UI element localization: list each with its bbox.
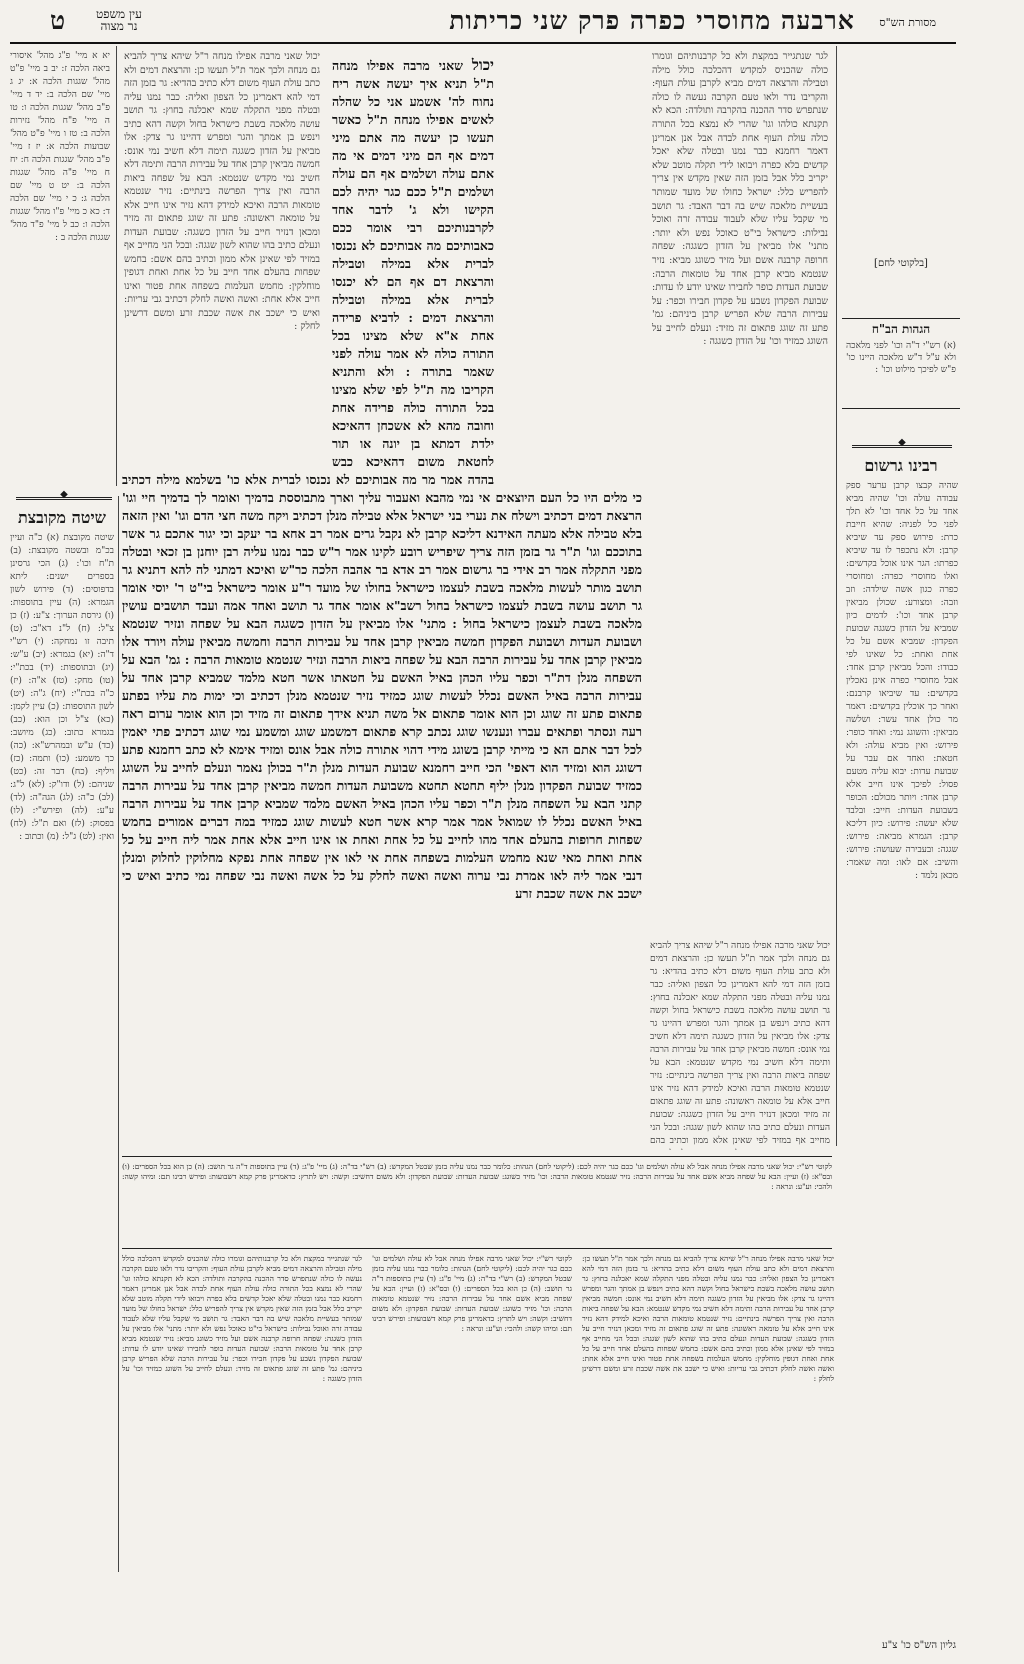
bottom-commentary-left: לגר שנתגייר במקצת ולא כל קרבנותיהם וגומרו כולה שהכניס למקדש דהכלכה כולל מילה וטבילה והרצאה דמים מביא לקרבן עולת העוף: והקריבו נדר ולאו טעם הקרבה נעשה לו כולה שנתפרש סדר ההכנה בהקרבה ותולדה: הכא לא תקנתא כולהו וגו' שהרי לא נמצא בכל התורה כולה עולת העוף אחת לבדה אבל אנן אמרינן דאמר רחמנא כבר נמנו ובטלה שלא יאכל קדשים בלא כפרה ויבואו לידי תקלה מוטב שלא יקריב כלל אבל בזמן הזה שאין מקדש אין צריך להפריש כלל: ישראל כחולו של מועד שמותר בעשיית מלאכה שיש בה דבר האבד: גר תושב מי שקבל עליו שלא לעבוד עבודה זרה ואוכל נבילות: כישראל בי"ט כאוכל נפש ולא יותר: מתני' אלו מביאין על הזדון כשגגה: שפחה חרופה קרבנה אשם ועל מזיד כשוגג מביא: נזיר שנטמא מביא קרבן אחד על טומאות הרבה: שבועת העדות כופר לחבירו שאינו יודע לו עדות: שבועת הפקדון נשבע על פקדון חבירו וכפר: על עבירות הרבה שלא הפריש קרבן ביניהם: גמ' פתע זה שוגג פתאום זה מזיד: ונעלם לחייב על השוגג כמזיד וכו' על הזדון כשגגה : [122, 1254, 362, 1383]
gemara-body: שאני מרבה אפילו מנחה ת"ל תניא איך יעשה אשה ריח נחוח לה' אשמע אני כל שהלה לאשים אפילו מנחה ת"ל כאשר תעשו כן יעשה מה אתם מיני דמים אף הם מיני דמים אי מה אתם עולה ושלמים אף הם עולה ושלמים ת"ל ככם כגר יהיה לכם הקישו ולא ג' לדבר אחד לקרבנותיכם רבי אומר ככם כאבותיכם מה אבותיכם לא נכנסו לברית אלא במילה וטבילה והרצאת דם אף הם לא יכנסו לברית אלא במילה וטבילה והרצאת דמים : לדביא פרידה אחת א"א שלא מצינו בכל התורה כולה לא אמר עולה לפני שאמר בתורה : ולא והתניא הקריבו מה ת"ל לפי שלא מצינו בכל התורה כולה פרידה אחת וחובה מהא לא אשכחן דהאיכא ילדת דמתא בן יונה או תור לחטאת משום דהאיכא כבש בהדה אמר מר מה אבותיכם לא נכנסו לברית אלא כו' בשלמא מילה דכתיב כי מלים היו כל העם היוצאים אי נמי מהבא ואעבור עליך וארך מתבוססת בדמיך ואומר לך בדמיך חיי וגו' הרצאת דמים דכתיב וישלח את נערי בני ישראל אלא טבילה מנלן דכתיב ויקח משה חצי הדם וגו' ואין הזאה בלא טבילה אלא מעתה האידנא דליכא קרבן לא נקבל גרים אמר רב אחא בר יעקב וכי יגור אתכם גר אשר בתוככם וגו' ת"ר גר בזמן הזה צריך שיפריש רובע לקינו אמר ר"ש כבר נמנו עליה רבן יוחנן בן זכאי ובטלה מפני התקלה אמר רב אידי בר גרשום אמר רב אדא בר אהבה הלכה כר"ש ואיכא דמתני לה להא דתניא גר תושב מותר לעשות מלאכה בשבת לעצמו כישראל בחולו של מועד ר"ע אומר כישראל בי"ט ר' יוסי אומר גר תושב עושה בשבת לעצמו כישראל בחול רשב"א אומר אחד גר תושב ואחד אמה ועבד תושבים עושין מלאכה בשבת לעצמן כישראל בחול : מתני' אלו מביאין על הזדון כשגגה הבא על שפחה ונזיר שנטמא ושבועת העדות ושבועת הפקדון חמשה מביאין קרבן אחד על עבירות הרבה וחמשה מביאין עולה ויורד אלו מביאין קרבן אחד על עבירות הרבה הבא על שפחה ביאות הרבה ונזיר שנטמא טומאות הרבה : גמ' הבא על השפחה מנלן דת"ר וכפר עליו הכהן באיל האשם על חטאתו אשר חטא מלמד שמביא קרבן אחד על עבירות הרבה באיל האשם נכלל לעשות שוגג כמזיד נזיר שנטמא מנלן דכתיב וכי ימות מת עליו בפתע פתאום פתע זה שוגג וכן הוא אומר פתאום אל משה תניא אידך פתאום זה מזיד וכן הוא אומר ערום ראה רעה ונסתר ופתאים עברו ונענשו שוגג נכתב קרא פתאום דמשמע שוגג ומשמע נמי שוגג דכתיב פתי יאמין לכל דבר אתם הא כי מייתי קרבן בשוגג מידי דהוי אתורה כולה אבל אונס ומזיד אימא לא כתב רחמנא פתע דשוגג הוא ומזיד הוא דאפי' הכי חייב רחמנא שבועת העדות מנלן ת"ר בכולן נאמר ונעלם לחייב על השוגג כמזיד שבועת הפקדון מנלן יליף תחטא תחטא משבועת העדות חמשה מביאין קרבן אחד על עבירות הרבה קתני הבא על השפחה מנלן ת"ר וכפר עליו הכהן באיל האשם מלמד שמביא קרבן אחד על עבירות הרבה באיל האשם נכלל לו שמואל אמר אמר קרא אשר חטא לעשות שוגג כמזיד במה דברים אמורים בחמש שפחות חרופות בהעלם אחד מהו לחייב על כל אחת ואחת או אינו חייב אלא אחת אמר ליה חייב על כל אחת ואחת מאי שנא מחמש העלמות בשפחה אחת אי לאו אין שפחה אחת נפקא מחלוקין לחלוק ומנלן דנבי אמר ליה לאו אמרת נבי ערוה ואשה ואשה לחלק על כל אשה ואשה נבי שפחה נמי כתיב ואיש כי ישכב את אשה שכבת זרע [122, 58, 642, 901]
rashi-column: לגר שנתגייר במקצת ולא כל קרבנותיהם וגומרו כולה שהכניס למקדש דהכלכה כולל מילה וטבילה והרצאה דמים מביא לקרבן עולת העוף: והקריבו נדר ולאו טעם הקרבה נעשה לו כולה שנתפרש סדר ההכנה בהקרבה ותולדה: הכא לא תקנתא כולהו וגו' שהרי לא נמצא בכל התורה כולה עולת העוף אחת לבדה אבל אנן אמרינן דאמר רחמנא כבר נמנו ובטלה שלא יאכל קדשים בלא כפרה ויבואו לידי תקלה מוטב שלא יקריב כלל אבל בזמן הזה שאין מקדש אין צריך להפריש כלל: ישראל כחולו של מועד שמותר בעשיית מלאכה שיש בה דבר האבד: גר תושב מי שקבל עליו שלא לעבוד עבודה זרה ואוכל נבילות: כישראל בי"ט כאוכל נפש ולא יותר: מתני' אלו מביאין על הזדון כשגגה: שפחה חרופה קרבנה אשם ועל מזיד כשוגג מביא: נזיר שנטמא מביא קרבן אחד על טומאות הרבה: שבועת העדות כופר לחבירו שאינו יודע לו עדות: שבועת הפקדון נשבע על פקדון חבירו וכפר: על עבירות הרבה שלא הפריש קרבן ביניהם: גמ' פתע זה שוגג פתאום זה מזיד: ונעלם לחייב על השוגג כמזיד וכו' על הזדון כשגגה : [652, 51, 828, 348]
hagahot-title: הגהות הב"ח [871, 322, 931, 336]
page-title: ארבעה מחוסרי כפרה פרק שני כריתות [449, 6, 855, 35]
page-letter: ט [50, 6, 66, 35]
masoret-label: מסורת הש"ס [879, 16, 936, 29]
bottom-commentary-middle: לקוטי רש"י: יכול שאני מרבה אפילו מנחה אבל לא עולה ושלמים וגו' ככם כגר יהיה לכם: (ליקוטי לחם) הגהות: כלומר כבר נמנו עליה בזמן שבטל המקדש: (ב) רש"י בד"ה: (ג) מיי' פ"ג: (ד) עיין בתוספות ד"ה גר תושב: (ה) כן הוא בכל הספרים: (ו) ובס"א: (ז) ועיין: הבא על שפחה מביא אשם אחד על עבירות הרבה: נזיר שנטמא טומאות הרבה: וכו' מזיד כשוגג: שבועת העדות: שבועת הפקדון: ולא משום דחשיב: וקשה: ויש לתרץ: כדאמרינן פרק קמא דשבועות: ופירש רבינו תם: ומיהו קשה: ולהכי: וע"ע: ונראה : [372, 1254, 572, 1333]
left-ornament [16, 494, 112, 502]
gemara-opening-word: יכול [471, 56, 494, 74]
left-lower-column: שיטה מקובצת (א) כ"ה ועיין בכ"מ ובשטה מקובצת: (ב) ת"ח וכו': (ג) הכי גרסינן בספרים ישנים: ליתא בדפוסים: (ד) פירוש לשון הגמרא: (ה) עיין בתוספות: (ו) גירסת הערוך: צ"ע: (ז) כן צ"ל: (ח) ל"נ דא"כ: (ט) תיבה זו נמחקה: (י) רש"י ד"ה: (יא) בגמרא: (יב) ע"ש: (יג) ובתוספות: (יד) בכת"י: (טו) מחק: (טז) א"ה: (יז) כ"ה בכת"י: (יח) ג"ה: (יט) לשון התוספות: (כ) עיין לקמן: (כא) צ"ל וכן הוא: (כב) בגמרא כתוב: (כג) מיושב: (כד) ע"ש ובמהרש"א: (כה) כך משמע: (כו) ותמה: (כז) ויליף: (כח) דבר זה: (כט) שניהם: (ל) ודו"ק: (לא) ל"ג: (לב) כ"ה: (לג) הגה"ה: (לד) ע"ע: (לה) ופירש"י: (לו) בפסוק: (לז) ואם ת"ל: (לח) ואין: (לט) ג"ל: (מ) וכתוב : [10, 533, 114, 842]
gemara-text [122, 56, 642, 1146]
ein-mishpat-label: עין משפט נר מצוה [96, 7, 142, 33]
lower-rule [122, 1156, 832, 1157]
right-ornament [852, 442, 952, 450]
lower-rule [122, 1248, 832, 1249]
page-header [10, 6, 956, 36]
column-divider [116, 46, 117, 486]
rabbeinu-gershom-title: רבינו גרשום [864, 456, 938, 475]
hagahot-rule [842, 318, 960, 319]
hagahot-rule [842, 408, 960, 409]
lower-rashi-tail: יכול שאני מרבה אפילו מנחה ר"ל שיהא צריך להביא גם מנחה ולכך אמר ת"ל תעשו כן: והרצאת דמים ולא כתב עולת העוף משום דלא כתיב בהדיא: גר בזמן הזה דמי להא דאמרינן כל הצפון ואליה: כבר נמנו עליה ובטלה מפני התקלה שמא יאכלנה בחוץ: גר תושב עושה מלאכה בשבת כישראל בחול וקשה דהא כתיב וינפש בן אמתך והגר ומפרש דהיינו גר צדק: אלו מביאין על הזדון כשגגה תימה דלא חשיב נמי אונס: חמשה מביאין קרבן אחד על עבירות הרבה ותימה דלא חשיב נמי מקדש שנטמא: הבא על שפחה ביאות הרבה ואין צריך הפרשה בינתיים: נזיר שנטמא טומאות הרבה ואיכא למידק דהא נזיר אינו חייב אלא על טומאה ראשונה: פתע זה שוגג פתאום זה מזיד ומכאן דנזיר חייב על הזדון כשגגה: שבועת העדות ונעלם כתיב בהו שהוא לשון שגגה: ובכל הני מחייב אף במזיד לפי שאינן אלא ממון וכתיב בהם [650, 941, 830, 1146]
gilyon-hashas-note: גליון הש"ס כו' צ"ע [881, 1640, 956, 1651]
ein-mishpat-column: יא א מיי' פ"ג מהל' איסורי ביאה הלכה ז: יב ב מיי' פ"ט מהל' שגגות הלכה א: יג ג מיי' שם הלכה ב: יד ד מיי' פ"ב מהל' שגגות הלכה ו: טו ה מיי' פ"ח מהל' נזירות הלכה ב: טז ו מיי' פ"ט מהל' שבועות הלכה א: יז ז מיי' פ"ב מהל' שגגות הלכה ח: יח ח מיי' פ"ה מהל' שגגות הלכה ב: יט ט מיי' שם הלכה ג: כ י מיי' שם הלכה ד: כא כ מיי' פ"ו מהל' שגגות הלכה ו: כב ל מיי' פ"ד מהל' שגגות הלכה ב : [10, 51, 110, 243]
hagahot-text: (א) רש"י ד"ה וכו' לפני מלאכה ולא ע"ל ד"ש מלאכה היינו כו' פ"ש לפיכך מילוט וכו' : [846, 341, 956, 375]
column-divider [118, 496, 119, 1572]
rabbeinu-gershom-column: שהיה קבצו קרבן ערער ספק עבודה עולה וכו' שהיה מביא אחד על כל אחד וכו' לא תלך לפני כל לפניה: שהיא חייבת כרת: פירוש ספק עד שיביא קרבן: ולא נתכפר לו עד שיביא כפרתו: הגר אינו אוכל בקדשים: ואלו מחוסרי כפרה: ומחוסרי כפרה כגון אשה שילדה: וזב וזבה: ומצורע: שכולן מביאין קרבן אחד וכו': לדמים כיון שמביא על הזדון כשגגה שבועת הפקדון: שמביא אשם על כל אחת ואחת: כל שאינו לפי כבודו: והכל מביאין קרבן אחד: אבל מחוסרי כפרה אינן נאכלין בקדשים: עד שיביאו קרבנם: ואחר כך אוכלין בקדשים: דאמר מר כולן אחד עשר: ושלשה מביאין: והשוגג נמי: ואחד כופר: פירוש: ואין מביא עולה: ולא חטאת: ואחד אם עבר על שבועת עדות: יבוא עליה מטעם פסול: לפיכך אינו חייב אלא קרבן אחד: ויותר מכולם: הכופר בשבועת העדות: חייב: ובלבד שלא יעשה: פירוש: כיון דליכא קרבן: הגמרא מביאה: פירוש: שגגה: ובעבירה שעושה: פירוש: והשיב: אם לאו: ומה שאמר: מכאן נלמד : [846, 481, 958, 881]
bottom-commentary-right: יכול שאני מרבה אפילו מנחה ר"ל שיהא צריך להביא גם מנחה ולכך אמר ת"ל תעשו כן: והרצאת דמים ולא כתב עולת העוף משום דלא כתיב בהדיא: גר בזמן הזה דמי להא דאמרינן כל הצפון ואליה: כבר נמנו עליה ובטלה מפני התקלה שמא יאכלנה בחוץ: גר תושב עושה מלאכה בשבת כישראל בחול וקשה דהא כתיב וינפש בן אמתך והגר ומפרש דהיינו גר צדק: אלו מביאין על הזדון כשגגה תימה דלא חשיב נמי אונס: חמשה מביאין קרבן אחד על עבירות הרבה ותימה דלא חשיב נמי מקדש שנטמא: הבא על שפחה ביאות הרבה ואין צריך הפרשה בינתיים: נזיר שנטמא טומאות הרבה ואיכא למידק דהא נזיר אינו חייב אלא על טומאה ראשונה: פתע זה שוגג פתאום זה מזיד ומכאן דנזיר חייב על הזדון כשגגה: שבועת העדות ונעלם כתיב בהו שהוא לשון שגגה: ובכל הני מחייב אף במזיד לפי שאינן אלא ממון וכתיב בהם אשם: בחמש שפחות בהעלם אחד חייב על כל אחת ואחת דגופין מוחלקין: מחמש העלמות בשפחה אחת פטור ואינו חייב אלא אחת: ואשה ואשה לחלק דכתיב גבי עריות: ואיש כי ישכב את אשה שכבת זרע ומשם דרשינן לחלק : [582, 1254, 834, 1383]
header-rule [10, 42, 956, 44]
gemara-float-space [122, 56, 332, 454]
column-divider [836, 46, 837, 1146]
left-column-title: שיטה מקובצת [18, 508, 106, 527]
gemara-float-space [494, 56, 642, 482]
footnotes-band: לקוטי רש"י: יכול שאני מרבה אפילו מנחה אבל לא עולה ושלמים וגו' ככם כגר יהיה לכם: (ליקוטי לחם) הגהות: כלומר כבר נמנו עליה בזמן שבטל המקדש: (ב) רש"י בד"ה: (ג) מיי' פ"ג: (ד) עיין בתוספות ד"ה גר תושב: (ה) כן הוא בכל הספרים: (ו) ובס"א: (ז) ועיין: הבא על שפחה מביא אשם אחד על עבירות הרבה: נזיר שנטמא טומאות הרבה: וכו' מזיד כשוגג: שבועת העדות: שבועת הפקדון: ולא משום דחשיב: וקשה: ויש לתרץ: כדאמרינן פרק קמא דשבועות: ופירש רבינו תם: ומיהו קשה: ולהכי: וע"ע: ונראה : [122, 1162, 832, 1191]
tosafot-column: יכול שאני מרבה אפילו מנחה ר"ל שיהא צריך להביא גם מנחה ולכך אמר ת"ל תעשו כן: והרצאת דמים ולא כתב עולת העוף משום דלא כתיב בהדיא: גר בזמן הזה דמי להא דאמרינן כל הצפון ואליה: כבר נמנו עליה ובטלה מפני התקלה שמא יאכלנה בחוץ: גר תושב עושה מלאכה בשבת כישראל בחול וקשה דהא כתיב וינפש בן אמתך והגר ומפרש דהיינו גר צדק: אלו מביאין על הזדון כשגגה תימה דלא חשיב נמי אונס: חמשה מביאין קרבן אחד על עבירות הרבה ותימה דלא חשיב נמי מקדש שנטמא: הבא על שפחה ביאות הרבה ואין צריך הפרשה בינתיים: נזיר שנטמא טומאות הרבה ואיכא למידק דהא נזיר אינו חייב אלא על טומאה ראשונה: פתע זה שוגג פתאום זה מזיד ומכאן דנזיר חייב על הזדון כשגגה: שבועת העדות ונעלם כתיב בהו שהוא לשון שגגה: ובכל הני מחייב אף במזיד לפי שאינן אלא ממון וכתיב בהם אשם: בחמש שפחות בהעלם אחד חייב על כל אחת ואחת דגופין מוחלקין: מחמש העלמות בשפחה אחת פטור ואינו חייב אלא אחת: ואשה ואשה לחלק דכתיב גבי עריות: ואיש כי ישכב את אשה שכבת זרע ומשם דרשינן לחלק : [124, 51, 320, 332]
bracket-note: [בלקוטי לחם] [874, 258, 928, 269]
